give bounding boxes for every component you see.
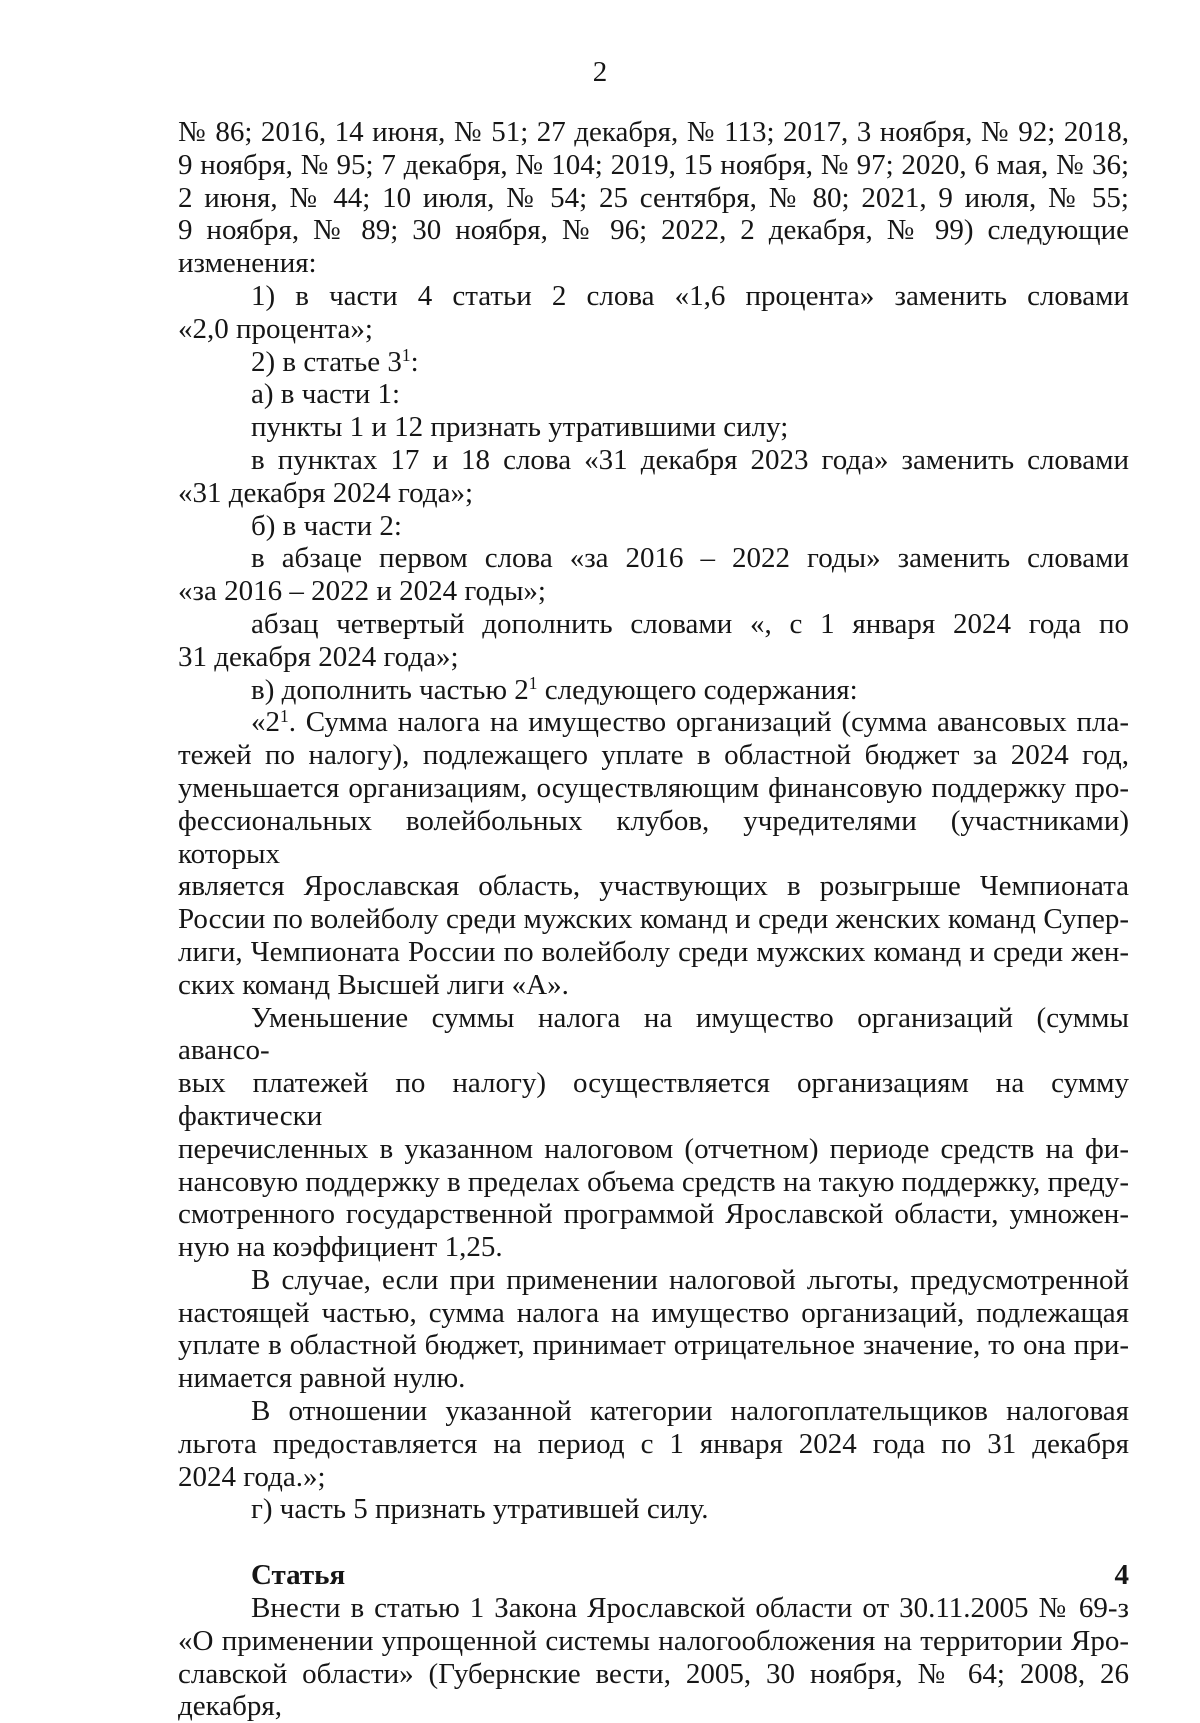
text-line: нансовую поддержку в пределах объема средств на такую поддержку, преду- xyxy=(178,1165,1129,1198)
text-line: 1) в части 4 статьи 2 слова «1,6 процента» заменить словами xyxy=(251,279,1129,312)
text-line: Уменьшение суммы налога на имущество организаций (суммы авансо- xyxy=(178,1001,1129,1067)
text-line: «31 декабря 2024 года»; xyxy=(178,476,474,509)
text-fragment: 2) в статье 3 xyxy=(251,345,402,378)
text-fragment: . Сумма налога на имущество организаций (сумма авансовых пла- xyxy=(288,706,1129,739)
text-line: В отношении указанной категории налогоплательщиков налоговая xyxy=(251,1395,1129,1428)
text-line: ских команд Высшей лиги «А». xyxy=(178,968,569,1001)
text-line: является Ярославская область, участвующих в розыгрыше Чемпионата xyxy=(178,870,1129,903)
text-line xyxy=(178,674,1129,707)
text-line: 2 июня, № 44; 10 июля, № 54; 25 сентября, № 80; 2021, 9 июля, № 55; xyxy=(178,181,1129,214)
text-line xyxy=(178,706,1129,739)
text-line: 2024 года.»; xyxy=(178,1460,326,1493)
text-line: в пунктах 17 и 18 слова «31 декабря 2023 года» заменить словами xyxy=(251,443,1129,476)
text-line: фессиональных волейбольных клубов, учредителями (участниками) которых xyxy=(178,804,1129,870)
text-line: уменьшается организациям, осуществляющим финансовую поддержку про- xyxy=(178,771,1129,804)
text-line: тежей по налогу), подлежащего уплате в областной бюджет за 2024 год, xyxy=(178,739,1129,772)
text-line: Внести в статью 1 Закона Ярославской области от 30.11.2005 № 69-з xyxy=(251,1592,1129,1625)
text-line: настоящей частью, сумма налога на имущество организаций, подлежащая xyxy=(178,1296,1129,1329)
text-line: В случае, если при применении налоговой льготы, предусмотренной xyxy=(251,1263,1129,1296)
text-line: в абзаце первом слова «за 2016 – 2022 годы» заменить словами xyxy=(251,542,1129,575)
text-line: изменения: xyxy=(178,247,317,280)
article-heading: Статья 4 xyxy=(251,1559,1129,1592)
text-line: перечисленных в указанном налоговом (отчетном) периоде средств на фи- xyxy=(178,1132,1129,1165)
text-line: 31 декабря 2024 года»; xyxy=(178,640,459,673)
text-line: пункты 1 и 12 признать утратившими силу; xyxy=(251,411,789,444)
text-line: ную на коэффициент 1,25. xyxy=(178,1231,503,1264)
text-line: вых платежей по налогу) осуществляется организациям на сумму фактически xyxy=(178,1067,1129,1132)
text-fragment: : xyxy=(410,345,419,378)
text-fragment: «2 xyxy=(251,706,280,739)
text-line: 9 ноября, № 89; 30 ноября, № 96; 2022, 2 декабря, № 99) следующие xyxy=(178,214,1129,247)
text-line: № 86; 2016, 14 июня, № 51; 27 декабря, № 113; 2017, 3 ноября, № 92; 2018, xyxy=(178,116,1129,148)
text-line: льгота предоставляется на период с 1 января 2024 года по 31 декабря xyxy=(178,1427,1129,1460)
text-line: нимается равной нулю. xyxy=(178,1362,466,1395)
spacer xyxy=(178,1526,1129,1559)
text-fragment: следующего содержания: xyxy=(537,673,858,706)
superscript: 1 xyxy=(401,345,411,366)
text-line: России по волейболу среди мужских команд и среди женских команд Супер- xyxy=(178,903,1129,936)
text-line: славской области» (Губернские вести, 2005, 30 ноября, № 64; 2008, 26 декабря, xyxy=(178,1657,1129,1723)
text-line: смотренного государственной программой Ярославской области, умножен- xyxy=(178,1198,1129,1231)
document-body xyxy=(178,116,1129,1723)
text-line: б) в части 2: xyxy=(251,509,402,542)
text-line: г) часть 5 признать утратившей силу. xyxy=(251,1493,709,1526)
text-line: а) в части 1: xyxy=(251,378,401,411)
text-fragment: в) дополнить частью 2 xyxy=(251,673,529,706)
text-line: абзац четвертый дополнить словами «, с 1 января 2024 года по xyxy=(251,607,1129,640)
text-line xyxy=(178,346,1129,379)
text-line: «2,0 процента»; xyxy=(178,312,373,345)
text-line: лиги, Чемпионата России по волейболу среди мужских команд и среди жен- xyxy=(178,935,1129,968)
superscript: 1 xyxy=(280,705,289,726)
text-line: 9 ноября, № 95; 7 декабря, № 104; 2019, 15 ноября, № 97; 2020, 6 мая, № 36; xyxy=(178,148,1129,181)
text-line: «О применении упрощенной системы налогообложения на территории Яро- xyxy=(178,1624,1129,1657)
text-line: уплате в областной бюджет, принимает отрицательное значение, то она при- xyxy=(178,1329,1129,1362)
superscript: 1 xyxy=(528,672,538,693)
page-number: 2 xyxy=(592,56,608,88)
text-line: «за 2016 – 2022 и 2024 годы»; xyxy=(178,575,546,608)
